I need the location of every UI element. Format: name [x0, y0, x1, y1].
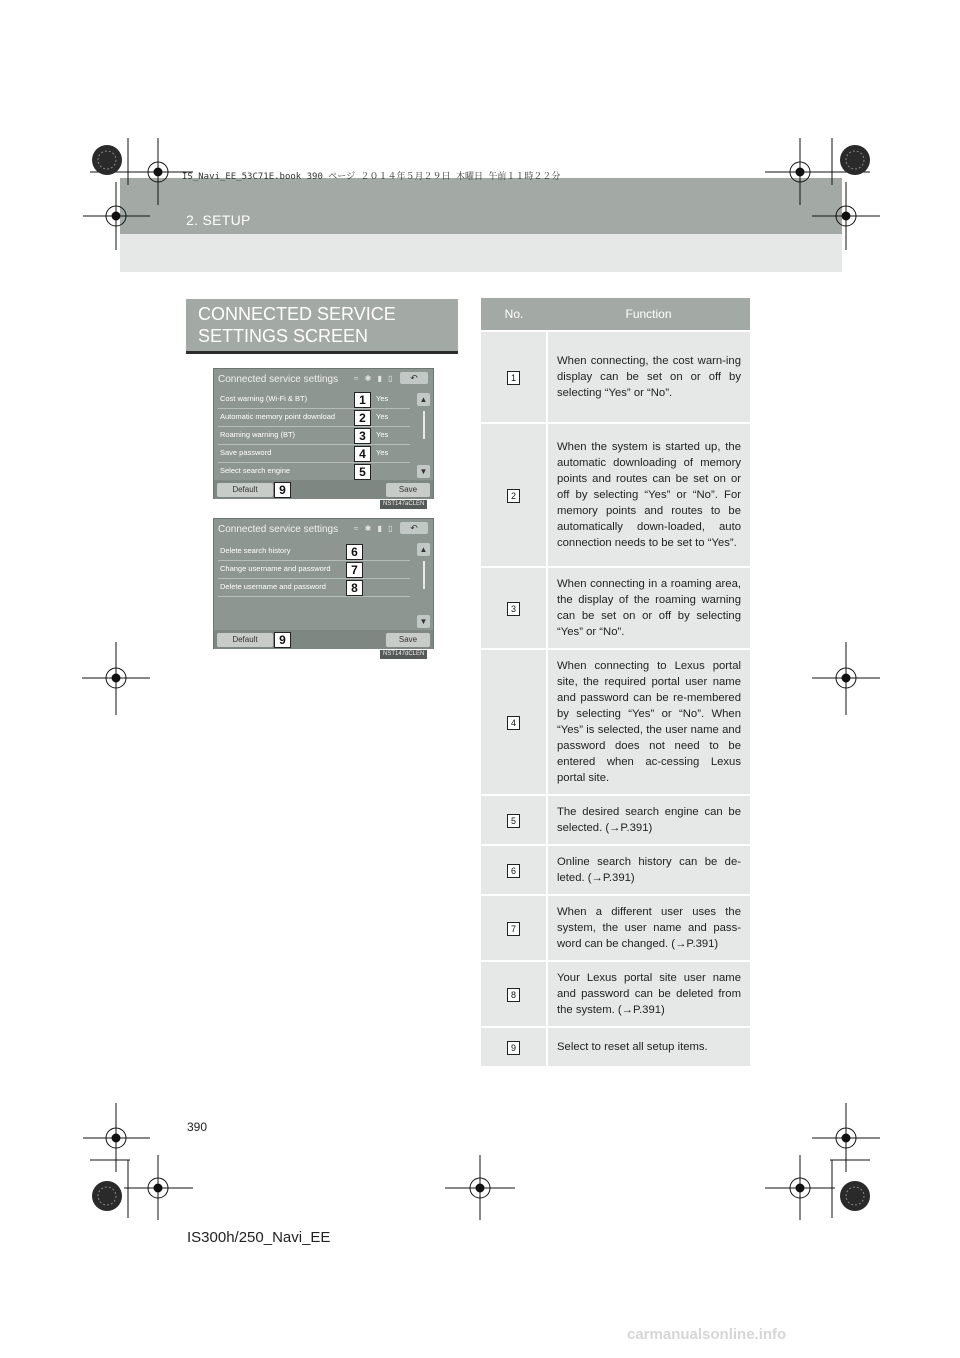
callout-badge: 1 — [354, 392, 371, 408]
function-cell: When a different user uses the system, the user name and pass-word can be changed. (→P.391) — [547, 895, 750, 961]
function-cell: When connecting to Lexus portal site, the required portal user name and password can be re-membered by selecting “Yes” or “No”. When “Yes” is selected, the user name and password does not need to be entered when ac-cessing Lexus portal site. — [547, 649, 750, 795]
function-cell: Online search history can be de-leted. (→P.391) — [547, 845, 750, 895]
scroll-down-button[interactable]: ▼ — [417, 615, 430, 628]
status-icons: ≈ ✱ ▮ ▯ — [354, 524, 395, 533]
print-job-header: IS_Navi_EE_53C71E.book 390 ページ ２０１４年５月２９日 木曜日 午前１１時２２分 — [182, 172, 561, 182]
scroll-up-button[interactable]: ▲ — [417, 393, 430, 406]
setting-label: Automatic memory point download — [220, 412, 336, 421]
setting-row-save-password[interactable] — [218, 445, 410, 463]
callout-badge: 8 — [346, 580, 363, 596]
number-box: 2 — [507, 489, 520, 503]
number-box: 7 — [507, 922, 520, 936]
number-box: 4 — [507, 716, 520, 730]
setting-value: Yes — [376, 394, 389, 403]
setting-row-change-credentials[interactable] — [218, 561, 410, 579]
number-box: 8 — [507, 988, 520, 1002]
callout-badge: 9 — [274, 632, 291, 648]
table-row — [481, 331, 750, 423]
setting-label: Delete search history — [220, 546, 291, 555]
setting-value: Yes — [376, 412, 389, 421]
image-code: NST147dCLEN — [380, 650, 427, 659]
setting-label: Delete username and password — [220, 582, 326, 591]
page-number: 390 — [187, 1120, 208, 1134]
setting-label: Change username and password — [220, 564, 331, 573]
callout-badge: 6 — [346, 544, 363, 560]
function-cell: When connecting, the cost warn-ing display can be set on or off by selecting “Yes” or “No”. — [547, 331, 750, 423]
setting-label: Select search engine — [220, 466, 291, 475]
function-cell: When connecting in a roaming area, the display of the roaming warning can be set on or off by selecting “Yes” or “No”. — [547, 567, 750, 649]
scroll-up-button[interactable]: ▲ — [417, 543, 430, 556]
table-row — [481, 567, 750, 649]
function-cell: When the system is started up, the automatic downloading of memory points and routes can be set on or off by selecting “Yes” or “No”. For memory points and routes to be automatically down-loaded, auto connection needs to be set to “Yes”. — [547, 423, 750, 567]
setting-value: Yes — [376, 430, 389, 439]
number-box: 5 — [507, 814, 520, 828]
no-cell — [481, 331, 547, 423]
settings-screen-1 — [213, 368, 434, 499]
callout-badge: 3 — [354, 428, 371, 444]
callout-badge: 2 — [354, 410, 371, 426]
number-box: 9 — [507, 1041, 520, 1055]
number-box: 3 — [507, 602, 520, 616]
default-button[interactable]: Default — [217, 633, 273, 647]
screen-title: Connected service settings — [218, 524, 339, 535]
callout-badge: 7 — [346, 562, 363, 578]
setting-label: Roaming warning (BT) — [220, 430, 296, 439]
book-id: IS300h/250_Navi_EE — [187, 1229, 331, 1246]
setting-row-search-engine[interactable] — [218, 463, 410, 481]
no-cell — [481, 1027, 547, 1066]
setting-row-cost-warning[interactable] — [218, 391, 410, 409]
number-box: 1 — [507, 371, 520, 385]
setting-row-delete-credentials[interactable] — [218, 579, 410, 597]
watermark: carmanualsonline.info — [627, 1326, 787, 1343]
setting-row-roaming-warning[interactable] — [218, 427, 410, 445]
table-row — [481, 961, 750, 1027]
no-cell — [481, 895, 547, 961]
callout-badge: 4 — [354, 446, 371, 462]
table-row — [481, 845, 750, 895]
no-cell — [481, 961, 547, 1027]
no-cell — [481, 567, 547, 649]
setting-label: Save password — [220, 448, 272, 457]
no-cell — [481, 845, 547, 895]
callout-badge: 5 — [354, 464, 371, 480]
scroll-down-button[interactable]: ▼ — [417, 465, 430, 478]
column-header-no: No. — [481, 298, 547, 331]
function-cell: Select to reset all setup items. — [547, 1027, 750, 1066]
screen-title: Connected service settings — [218, 374, 339, 385]
back-button[interactable]: ↶ — [400, 522, 428, 534]
setting-row-delete-history[interactable] — [218, 543, 410, 561]
number-box: 6 — [507, 864, 520, 878]
section-heading: CONNECTED SERVICE SETTINGS SCREEN — [198, 304, 396, 346]
table-header-row — [481, 298, 750, 331]
callout-badge: 9 — [274, 482, 291, 498]
image-code: NST147aCLEN — [380, 500, 427, 509]
status-icons: ≈ ✱ ▮ ▯ — [354, 374, 395, 383]
save-button[interactable]: Save — [386, 633, 430, 647]
scrollbar[interactable] — [423, 411, 425, 439]
save-button[interactable]: Save — [386, 483, 430, 497]
scrollbar[interactable] — [423, 561, 425, 589]
back-button[interactable]: ↶ — [400, 372, 428, 384]
no-cell — [481, 649, 547, 795]
table-row — [481, 423, 750, 567]
no-cell — [481, 423, 547, 567]
setting-label: Cost warning (Wi-Fi & BT) — [220, 394, 308, 403]
column-header-function: Function — [547, 298, 750, 331]
function-table — [481, 298, 750, 1066]
no-cell — [481, 795, 547, 845]
section-title: 2. SETUP — [186, 212, 251, 228]
setting-value: Yes — [376, 448, 389, 457]
table-row — [481, 795, 750, 845]
function-cell: The desired search engine can be selected. (→P.391) — [547, 795, 750, 845]
table-row — [481, 649, 750, 795]
settings-screen-2 — [213, 518, 434, 649]
default-button[interactable]: Default — [217, 483, 273, 497]
table-row — [481, 895, 750, 961]
function-cell: Your Lexus portal site user name and password can be deleted from the system. (→P.391) — [547, 961, 750, 1027]
table-row — [481, 1027, 750, 1066]
setting-row-memory-download[interactable] — [218, 409, 410, 427]
